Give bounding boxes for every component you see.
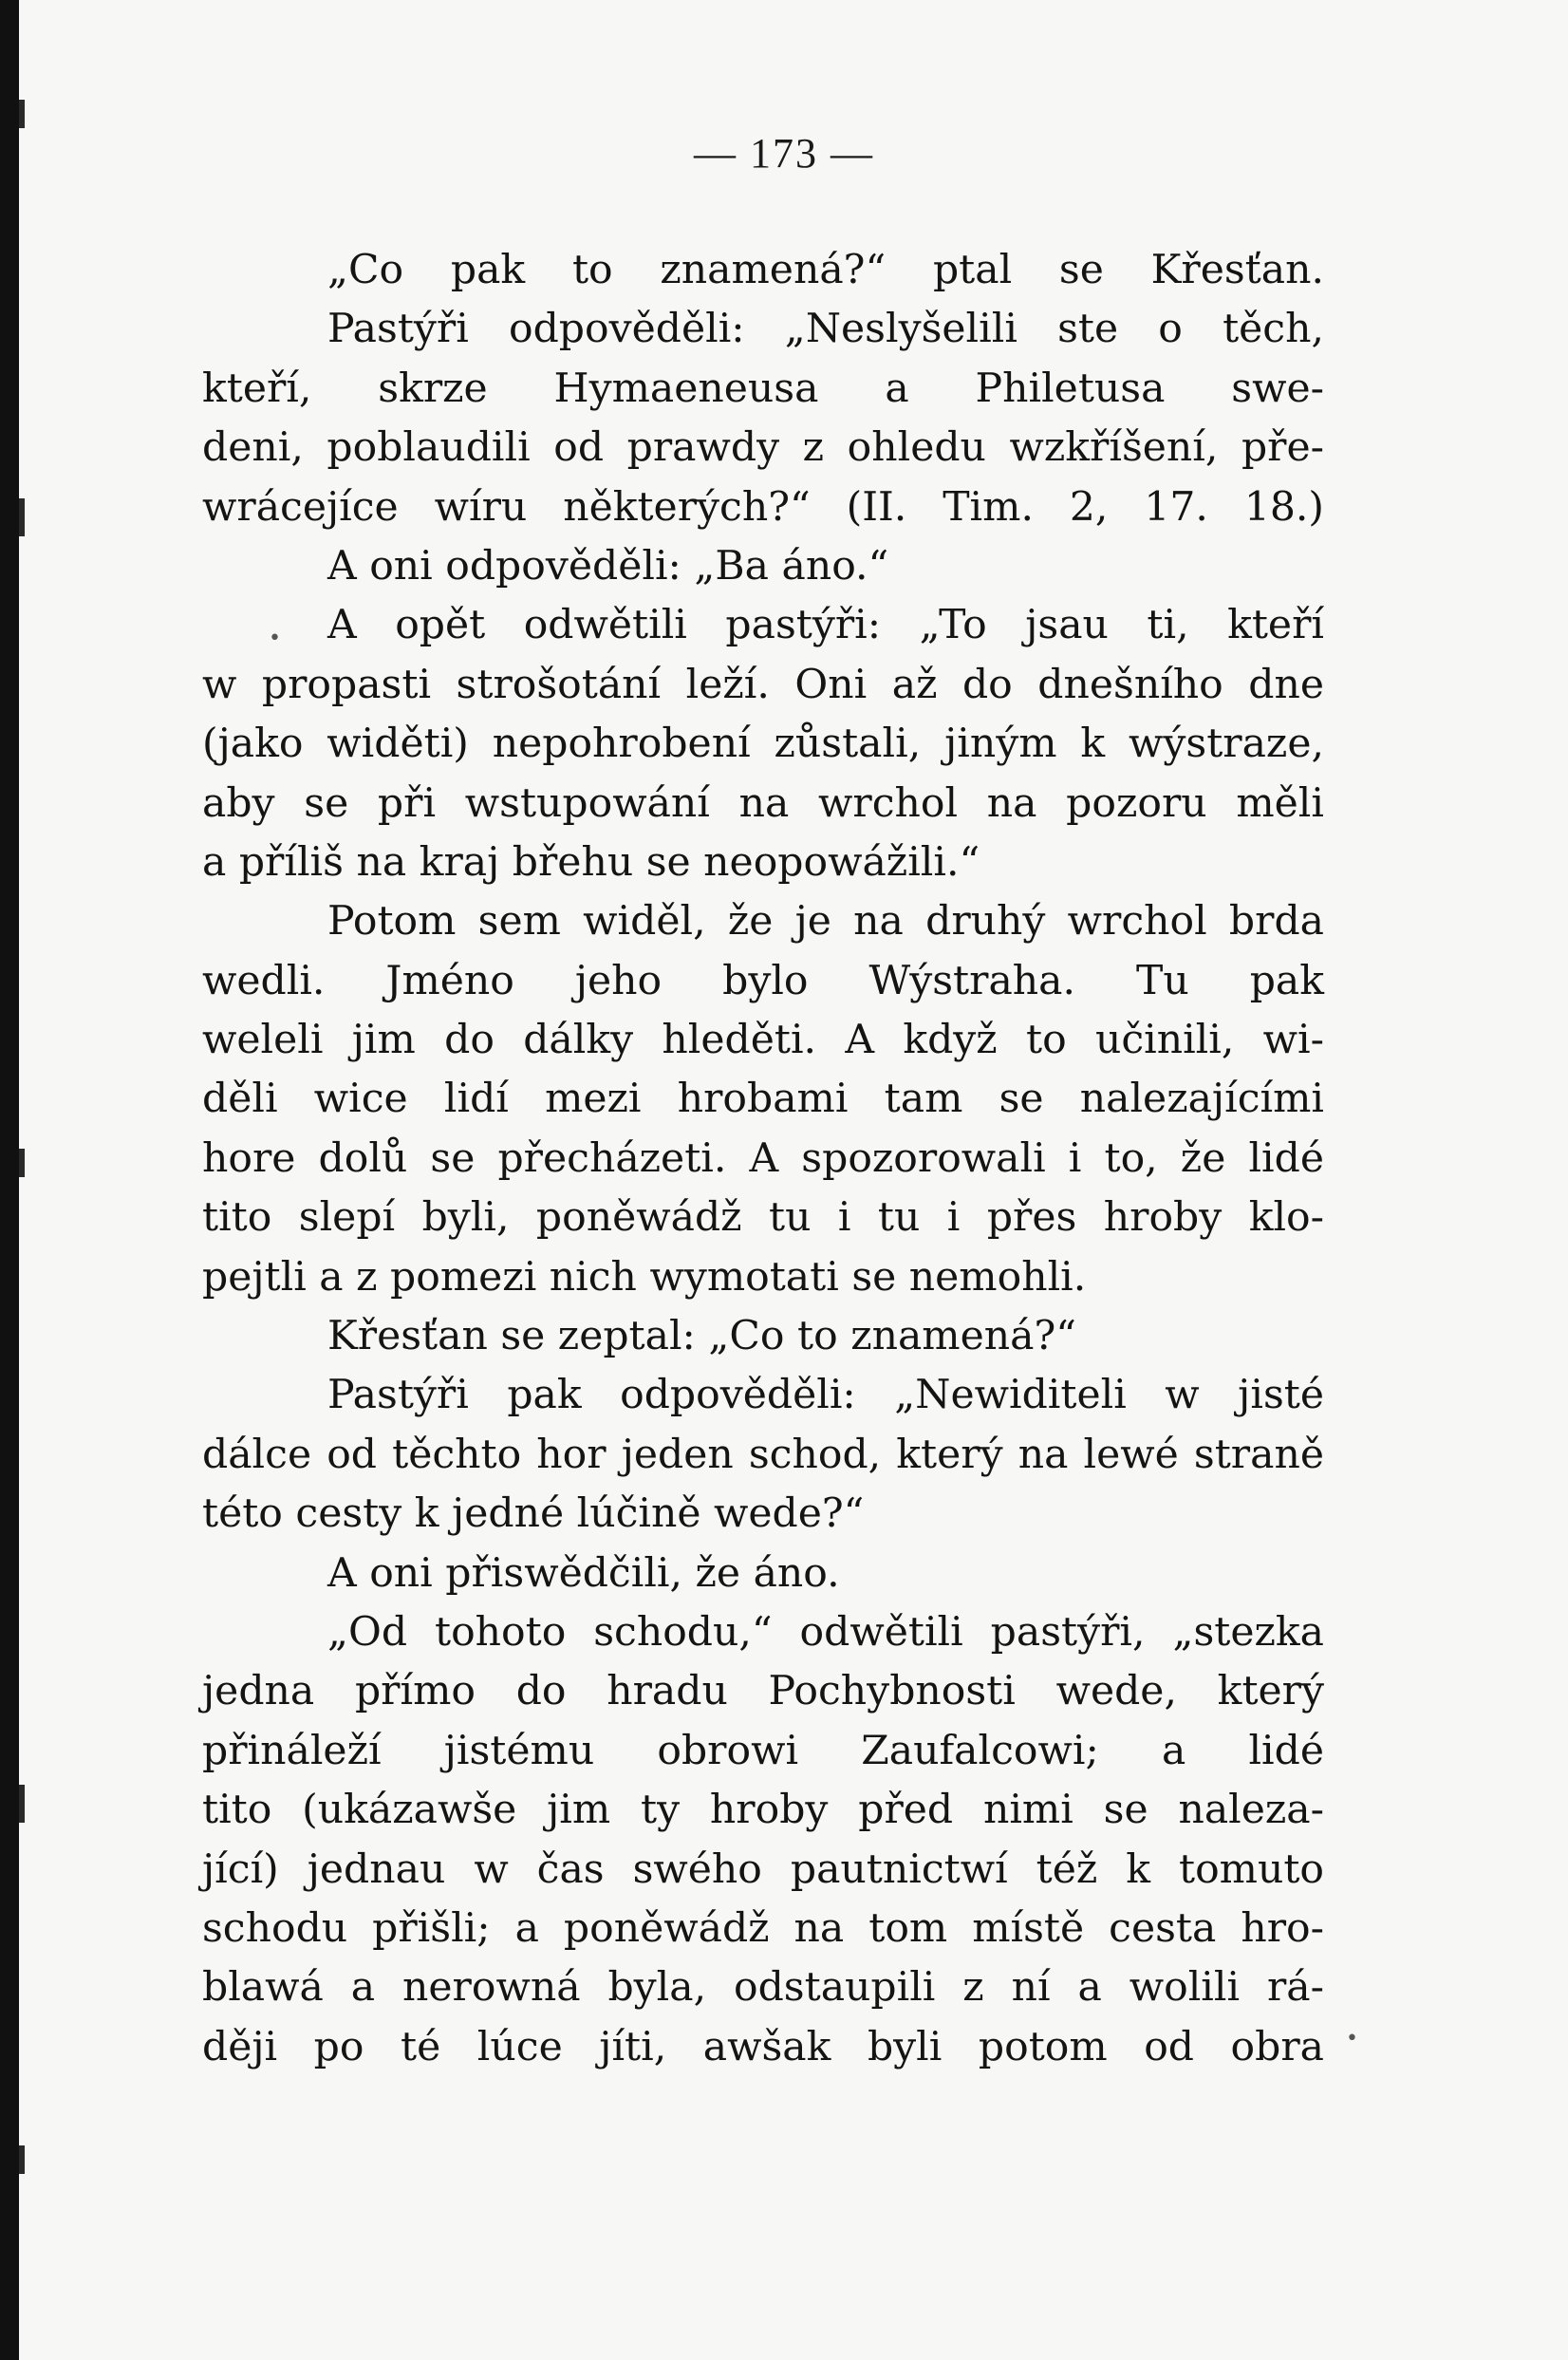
text-line: této cesty k jedné lúčině wede?“	[202, 1490, 865, 1538]
margin-mark	[19, 1785, 25, 1823]
text-line: schodu přišli; a poněwádž na tom místě cesta hro-	[202, 1904, 1324, 1952]
text-line: (jako widěti) nepohrobení zůstali, jiným k wýstraze,	[202, 721, 1324, 768]
text-line: tito slepí byli, poněwádž tu i tu i přes hroby klo-	[202, 1194, 1324, 1242]
text-line: jící) jednau w čas swého pautnictwí též k tomuto	[202, 1845, 1324, 1893]
margin-mark	[19, 1149, 25, 1177]
text-line: blawá a nerowná byla, odstaupili z ní a wolili rá-	[202, 1964, 1324, 2012]
text-line: ději po té lúce jíti, awšak byli potom od obra	[202, 2023, 1324, 2070]
text-line: přináleží jistému obrowi Zaufalcowi; a lidé	[202, 1727, 1324, 1774]
margin-mark	[19, 2145, 25, 2174]
text-line: dálce od těchto hor jeden schod, který na lewé straně	[202, 1431, 1324, 1478]
text-line: deni, poblaudili od prawdy z ohledu wzkříšení, pře-	[202, 424, 1324, 472]
text-line: kteří, skrze Hymaeneusa a Philetusa swe-	[202, 365, 1324, 412]
text-line: pejtli a z pomezi nich wymotati se nemohli.	[202, 1253, 1087, 1301]
text-line: „Co pak to znamená?“ ptal se Křesťan.	[327, 247, 1324, 293]
text-line: tito (ukázawše jim ty hroby před nimi se naleza-	[202, 1787, 1324, 1834]
text-line: „Od tohoto schodu,“ odwětili pastýři, „stezka	[327, 1608, 1324, 1656]
ink-speck: •	[1346, 2027, 1358, 2051]
text-line: aby se při wstupowání na wrchol na pozoru měli	[202, 779, 1324, 827]
text-line: wrácejíce wíru některých?“ (II. Tim. 2, 17. 18.)	[202, 483, 1324, 531]
text-line: w propasti strošotání leží. Oni až do dnešního dne	[202, 661, 1324, 708]
text-line: Pastýři odpověděli: „Neslyšelili ste o těch,	[327, 306, 1324, 353]
text-line: weleli jim do dálky hleděti. A když to učinili, wi-	[202, 1017, 1324, 1064]
text-line: jedna přímo do hradu Pochybnosti wede, který	[202, 1668, 1324, 1715]
page-number: — 173 —	[694, 130, 874, 177]
ink-speck: •	[269, 627, 281, 650]
text-line: A oni odpověděli: „Ba áno.“	[327, 542, 889, 590]
text-line: děli wice lidí mezi hrobami tam se nalezajícími	[202, 1076, 1324, 1123]
text-line: Křesťan se zeptal: „Co to znamená?“	[327, 1313, 1076, 1360]
text-line: a příliš na kraj břehu se neopowážili.“	[202, 838, 980, 886]
body-text	[202, 241, 1324, 2077]
margin-mark	[19, 498, 25, 536]
text-line: Potom sem widěl, že je na druhý wrchol brda	[327, 898, 1324, 946]
scan-edge	[0, 0, 19, 2360]
text-line: A opět odwětili pastýři: „To jsau ti, kteří	[327, 602, 1324, 649]
text-line: wedli. Jméno jeho bylo Wýstraha. Tu pak	[202, 957, 1324, 1004]
text-line: hore dolů se přecházeti. A spozorowali i to, že lidé	[202, 1134, 1324, 1182]
margin-mark	[19, 100, 25, 128]
text-line: A oni přiswědčili, že áno.	[327, 1549, 840, 1597]
text-line: Pastýři pak odpověděli: „Newiditeli w jisté	[327, 1372, 1324, 1419]
